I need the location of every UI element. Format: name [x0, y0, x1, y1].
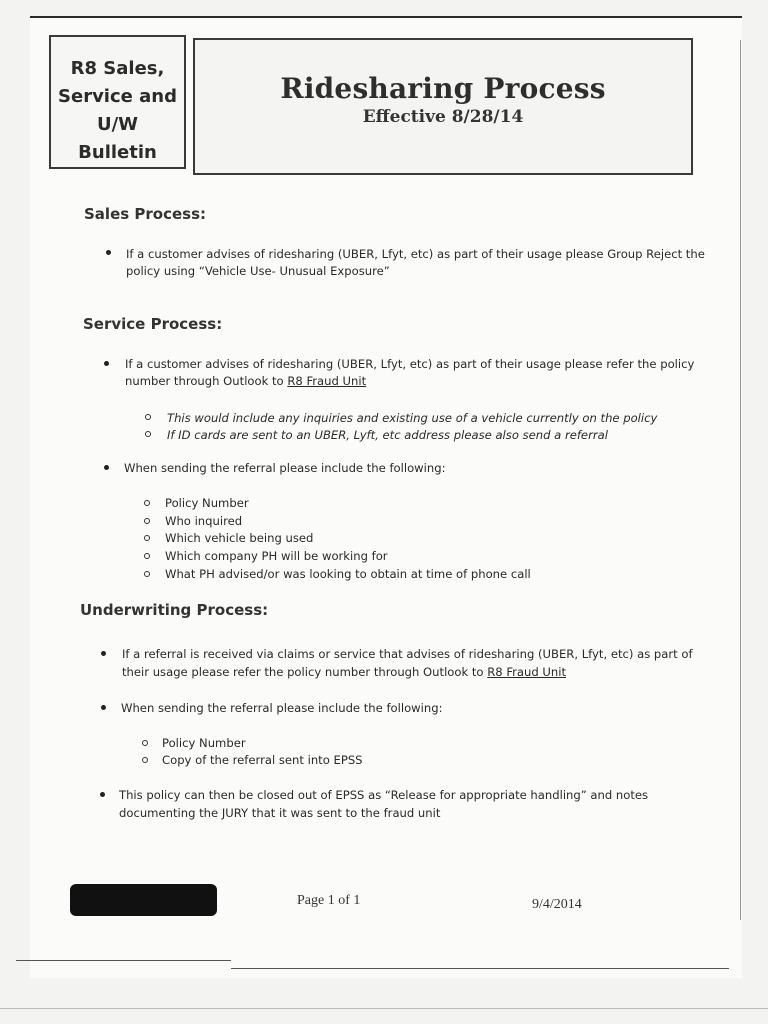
bulletin-line-3: U/W	[96, 114, 139, 135]
sales-bullet-1-line-2: policy using “Vehicle Use- Unusual Exposure”	[126, 264, 390, 278]
service-item-3: Which vehicle being used	[165, 531, 314, 545]
sub-bullet-circle	[142, 740, 148, 746]
divider	[231, 968, 729, 969]
service-item-1: Policy Number	[165, 496, 249, 510]
bulletin-label-box	[49, 35, 186, 169]
bulletin-line-4: Bulletin	[78, 142, 157, 163]
service-heading: Service Process:	[83, 315, 223, 333]
service-sub-2: If ID cards are sent to an UBER, Lyft, etc address please also send a referral	[167, 428, 608, 442]
uw-item-1: Policy Number	[162, 736, 246, 750]
sub-bullet-circle	[145, 431, 151, 437]
uw-bullet-3-line-1: This policy can then be closed out of EPSS as “Release for appropriate handling” and notes	[119, 788, 649, 802]
underwriting-heading: Underwriting Process:	[80, 601, 269, 619]
bullet-dot	[106, 250, 111, 255]
bulletin-line-1: R8 Sales,	[70, 58, 165, 79]
footer-date: 9/4/2014	[532, 897, 582, 912]
sales-bullet-1-line-1: If a customer advises of ridesharing (UBER, Lfyt, etc) as part of their usage please Group Reject the	[126, 247, 705, 261]
service-bullet-2: When sending the referral please include the following:	[124, 461, 446, 475]
bulletin-line-2: Service and	[58, 86, 177, 107]
sub-bullet-circle	[144, 553, 150, 559]
bullet-dot	[104, 361, 109, 366]
bullet-dot	[100, 792, 105, 797]
effective-date: Effective 8/28/14	[362, 107, 524, 127]
page-number: Page 1 of 1	[297, 893, 361, 908]
service-sub-1: This would include any inquiries and existing use of a vehicle currently on the policy	[167, 411, 658, 425]
bullet-dot	[101, 651, 106, 656]
service-bullet-1-text: number through Outlook to	[125, 374, 288, 388]
sales-heading: Sales Process:	[84, 205, 207, 223]
service-item-4: Which company PH will be working for	[165, 549, 388, 563]
service-item-2: Who inquired	[165, 514, 243, 528]
bullet-dot	[101, 705, 106, 710]
title-box	[193, 38, 693, 175]
sub-bullet-circle	[144, 535, 150, 541]
uw-bullet-1-line-1: If a referral is received via claims or service that advises of ridesharing (UBER, Lfyt, etc) as part of	[122, 647, 693, 661]
uw-bullet-2: When sending the referral please include the following:	[121, 701, 443, 715]
page-edge	[740, 40, 741, 920]
sub-bullet-circle	[144, 518, 150, 524]
divider	[0, 1008, 768, 1009]
document-title: Ridesharing Process	[280, 72, 606, 105]
service-bullet-1-line-1: If a customer advises of ridesharing (UBER, Lfyt, etc) as part of their usage please refer the policy	[125, 357, 695, 371]
sub-bullet-circle	[145, 414, 151, 420]
service-bullet-1-line-2	[125, 373, 366, 390]
redaction-block	[70, 884, 217, 916]
service-item-5: What PH advised/or was looking to obtain at time of phone call	[165, 567, 531, 581]
uw-bullet-1-text: their usage please refer the policy number through Outlook to	[122, 665, 488, 679]
sub-bullet-circle	[144, 500, 150, 506]
sub-bullet-circle	[144, 571, 150, 577]
uw-bullet-3-line-2: documenting the JURY that it was sent to the fraud unit	[119, 806, 441, 820]
uw-bullet-1-line-2	[122, 664, 566, 681]
r8-fraud-unit-link[interactable]: R8 Fraud Unit	[287, 374, 367, 388]
sub-bullet-circle	[142, 757, 148, 763]
uw-item-2: Copy of the referral sent into EPSS	[162, 753, 363, 767]
r8-fraud-unit-link[interactable]: R8 Fraud Unit	[487, 665, 567, 679]
bullet-dot	[104, 465, 109, 470]
divider	[16, 960, 231, 961]
